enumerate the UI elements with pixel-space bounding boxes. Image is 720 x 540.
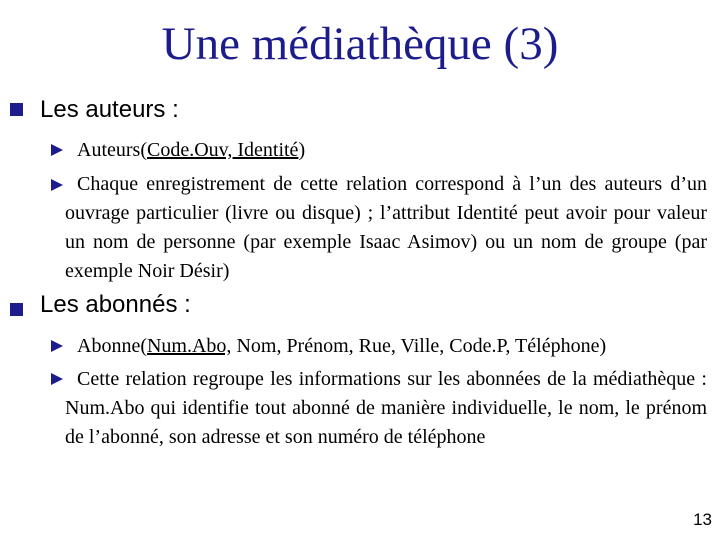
triangle-bullet-icon bbox=[51, 144, 63, 156]
primary-key: Code.Ouv, Identité bbox=[146, 139, 299, 161]
relation-abonne bbox=[65, 332, 707, 361]
description-auteurs: Chaque enregistrement de cette relation correspond à l’un des auteurs d’un ouvrage particulier (livre ou disque) ; l’attribut Identité peut avoir pour valeur un nom de personne (par exemple Isaac Asimov) ou un nom de groupe (par exemple Noir Désir) bbox=[65, 173, 707, 282]
relation-rest: Nom, Prénom, Rue, Ville, Code.P, Téléphone) bbox=[231, 335, 607, 357]
slide-title: Une médiathèque (3) bbox=[161, 18, 559, 70]
triangle-bullet-icon bbox=[51, 340, 63, 352]
page-number: 13 bbox=[693, 510, 712, 529]
relation-name: Auteurs( bbox=[77, 139, 147, 161]
description-abonnes: Cette relation regroupe les informations sur les abonnées de la médiathèque : Num.Abo qui identifie tout abonné de manière individuelle, le nom, le prénom de l’abonné, son adresse et son numéro de téléphone bbox=[65, 368, 707, 448]
primary-key: Num.Abo, bbox=[146, 335, 232, 357]
square-bullet-icon bbox=[10, 103, 23, 116]
triangle-bullet-icon bbox=[51, 373, 63, 385]
square-bullet-icon bbox=[10, 303, 23, 316]
triangle-bullet-icon bbox=[51, 179, 63, 191]
section-heading-auteurs: Les auteurs : bbox=[40, 96, 179, 123]
relation-rest: ) bbox=[298, 139, 306, 161]
relation-name: Abonne( bbox=[77, 335, 147, 357]
relation-auteurs bbox=[65, 136, 707, 165]
section-heading-abonnes: Les abonnés : bbox=[40, 291, 191, 318]
